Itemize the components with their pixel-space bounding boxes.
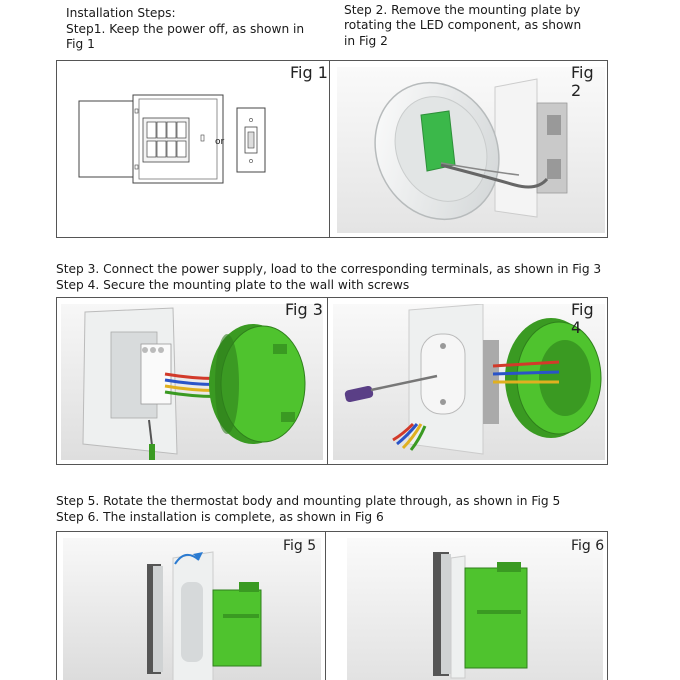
fig5-label: Fig 5 xyxy=(283,538,317,554)
fig5-illustration xyxy=(63,538,321,680)
fig1-illustration xyxy=(77,91,297,191)
installation-title: Installation Steps: xyxy=(66,6,176,20)
fig6-illustration xyxy=(347,538,603,680)
fig2-label: Fig 2 xyxy=(571,63,594,100)
figure-row-3 xyxy=(56,531,608,680)
fig6-label: Fig 6 xyxy=(571,538,605,554)
fig3-label: Fig 3 xyxy=(285,300,323,319)
figure-row-2 xyxy=(56,297,608,465)
step2-text-line2: rotating the LED component, as shown xyxy=(344,18,582,32)
step2-text-line3: in Fig 2 xyxy=(344,34,388,48)
fig1-label: Fig 1 xyxy=(290,63,328,82)
step1-text-line2: Fig 1 xyxy=(66,37,95,51)
row1-divider xyxy=(329,61,330,237)
fig4-label: Fig 4 xyxy=(571,300,594,337)
fig3-illustration xyxy=(61,304,323,460)
figure-row-1 xyxy=(56,60,608,238)
step4-text: Step 4. Secure the mounting plate to the wall with screws xyxy=(56,278,410,292)
row2-divider xyxy=(327,298,328,464)
step6-text: Step 6. The installation is complete, as shown in Fig 6 xyxy=(56,510,384,524)
or-label: or xyxy=(215,137,225,147)
step2-text-line1: Step 2. Remove the mounting plate by xyxy=(344,3,581,17)
step1-text-line1: Step1. Keep the power off, as shown in xyxy=(66,22,305,36)
step5-text: Step 5. Rotate the thermostat body and mounting plate through, as shown in Fig 5 xyxy=(56,494,561,508)
step3-text: Step 3. Connect the power supply, load to the corresponding terminals, as shown in Fig 3 xyxy=(56,262,602,276)
row3-divider xyxy=(325,532,326,680)
fig4-illustration xyxy=(333,304,605,460)
fig2-illustration xyxy=(337,67,605,233)
